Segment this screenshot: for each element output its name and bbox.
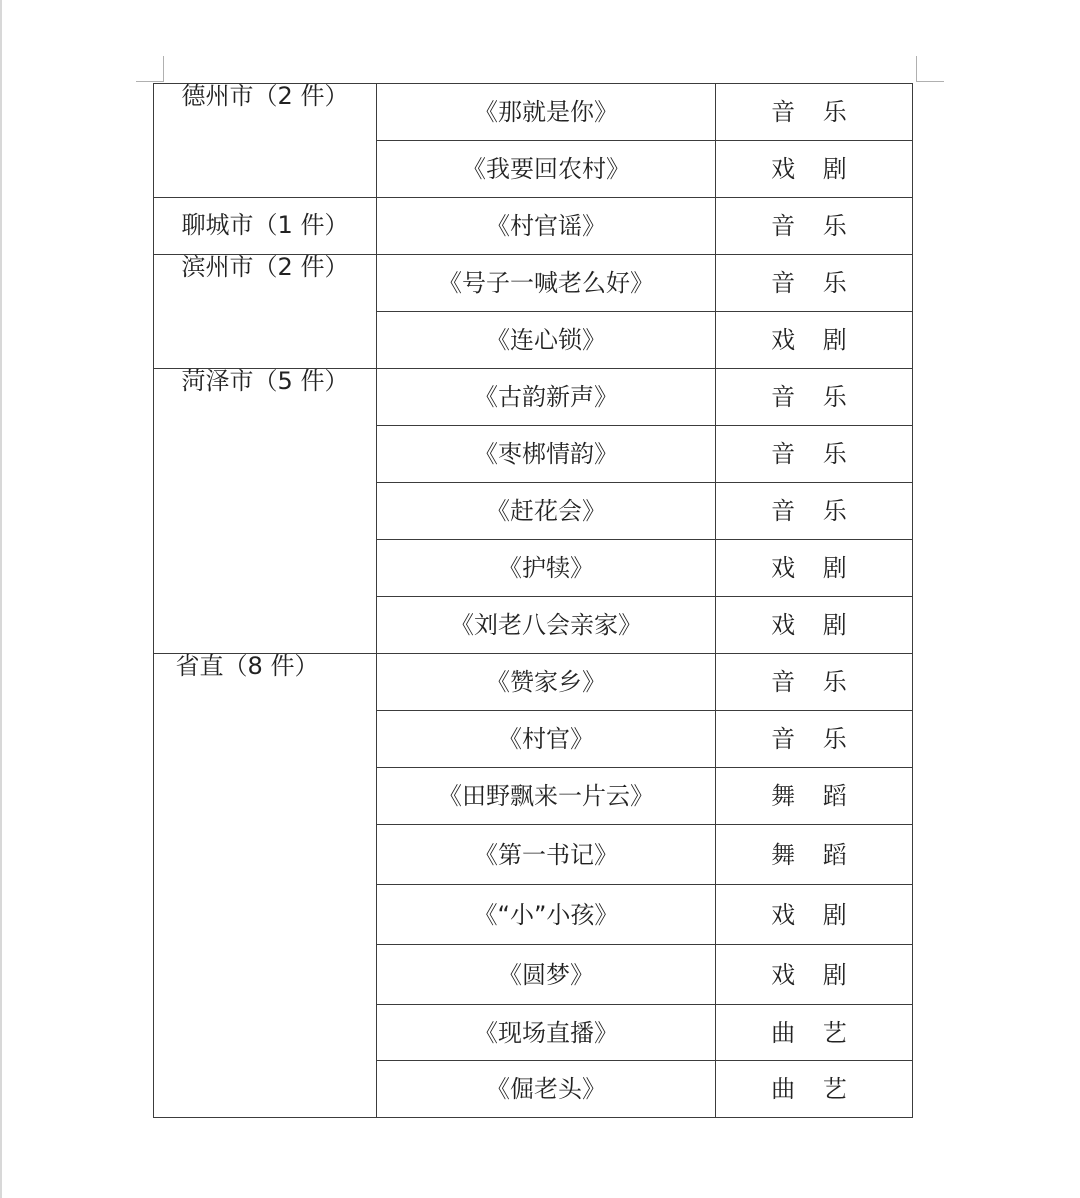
work-title: 《圆梦》	[377, 945, 716, 1005]
work-category: 舞 蹈	[716, 825, 913, 885]
crop-mark-top-right	[916, 56, 917, 82]
work-title: 《我要回农村》	[377, 141, 716, 198]
region-cell: 菏泽市（5 件）	[154, 369, 377, 654]
region-cell: 德州市（2 件）	[154, 84, 377, 198]
table-row	[154, 369, 913, 426]
crop-mark-top-left	[163, 56, 164, 82]
work-title: 《赞家乡》	[377, 654, 716, 711]
table-row	[154, 255, 913, 312]
work-category: 戏 剧	[716, 540, 913, 597]
work-category: 戏 剧	[716, 312, 913, 369]
work-title: 《护犊》	[377, 540, 716, 597]
work-category: 戏 剧	[716, 945, 913, 1005]
work-title: 《倔老头》	[377, 1061, 716, 1118]
work-title: 《号子一喊老么好》	[377, 255, 716, 312]
crop-mark-top-right	[916, 81, 944, 82]
work-title: 《“小”小孩》	[377, 885, 716, 945]
work-category: 音 乐	[716, 198, 913, 255]
page-edge	[0, 0, 2, 1198]
work-category: 曲 艺	[716, 1005, 913, 1061]
work-category: 曲 艺	[716, 1061, 913, 1118]
crop-mark-top-left	[136, 81, 164, 82]
work-title: 《田野飘来一片云》	[377, 768, 716, 825]
region-cell: 滨州市（2 件）	[154, 255, 377, 369]
work-category: 音 乐	[716, 483, 913, 540]
work-title: 《村官谣》	[377, 198, 716, 255]
region-cell: 聊城市（1 件）	[154, 198, 377, 255]
work-category: 戏 剧	[716, 141, 913, 198]
work-title: 《赶花会》	[377, 483, 716, 540]
work-title: 《枣梆情韵》	[377, 426, 716, 483]
award-works-table	[153, 83, 913, 1118]
work-category: 舞 蹈	[716, 768, 913, 825]
work-category: 音 乐	[716, 426, 913, 483]
work-title: 《刘老八会亲家》	[377, 597, 716, 654]
table-row	[154, 84, 913, 141]
table-row	[154, 198, 913, 255]
work-category: 音 乐	[716, 654, 913, 711]
work-category: 音 乐	[716, 84, 913, 141]
work-category: 音 乐	[716, 369, 913, 426]
work-title: 《连心锁》	[377, 312, 716, 369]
work-category: 戏 剧	[716, 597, 913, 654]
work-title: 《现场直播》	[377, 1005, 716, 1061]
work-category: 戏 剧	[716, 885, 913, 945]
table-row	[154, 654, 913, 711]
region-cell: 省直（8 件）	[154, 654, 377, 1118]
work-category: 音 乐	[716, 711, 913, 768]
work-title: 《第一书记》	[377, 825, 716, 885]
work-title: 《村官》	[377, 711, 716, 768]
work-title: 《古韵新声》	[377, 369, 716, 426]
work-category: 音 乐	[716, 255, 913, 312]
work-title: 《那就是你》	[377, 84, 716, 141]
